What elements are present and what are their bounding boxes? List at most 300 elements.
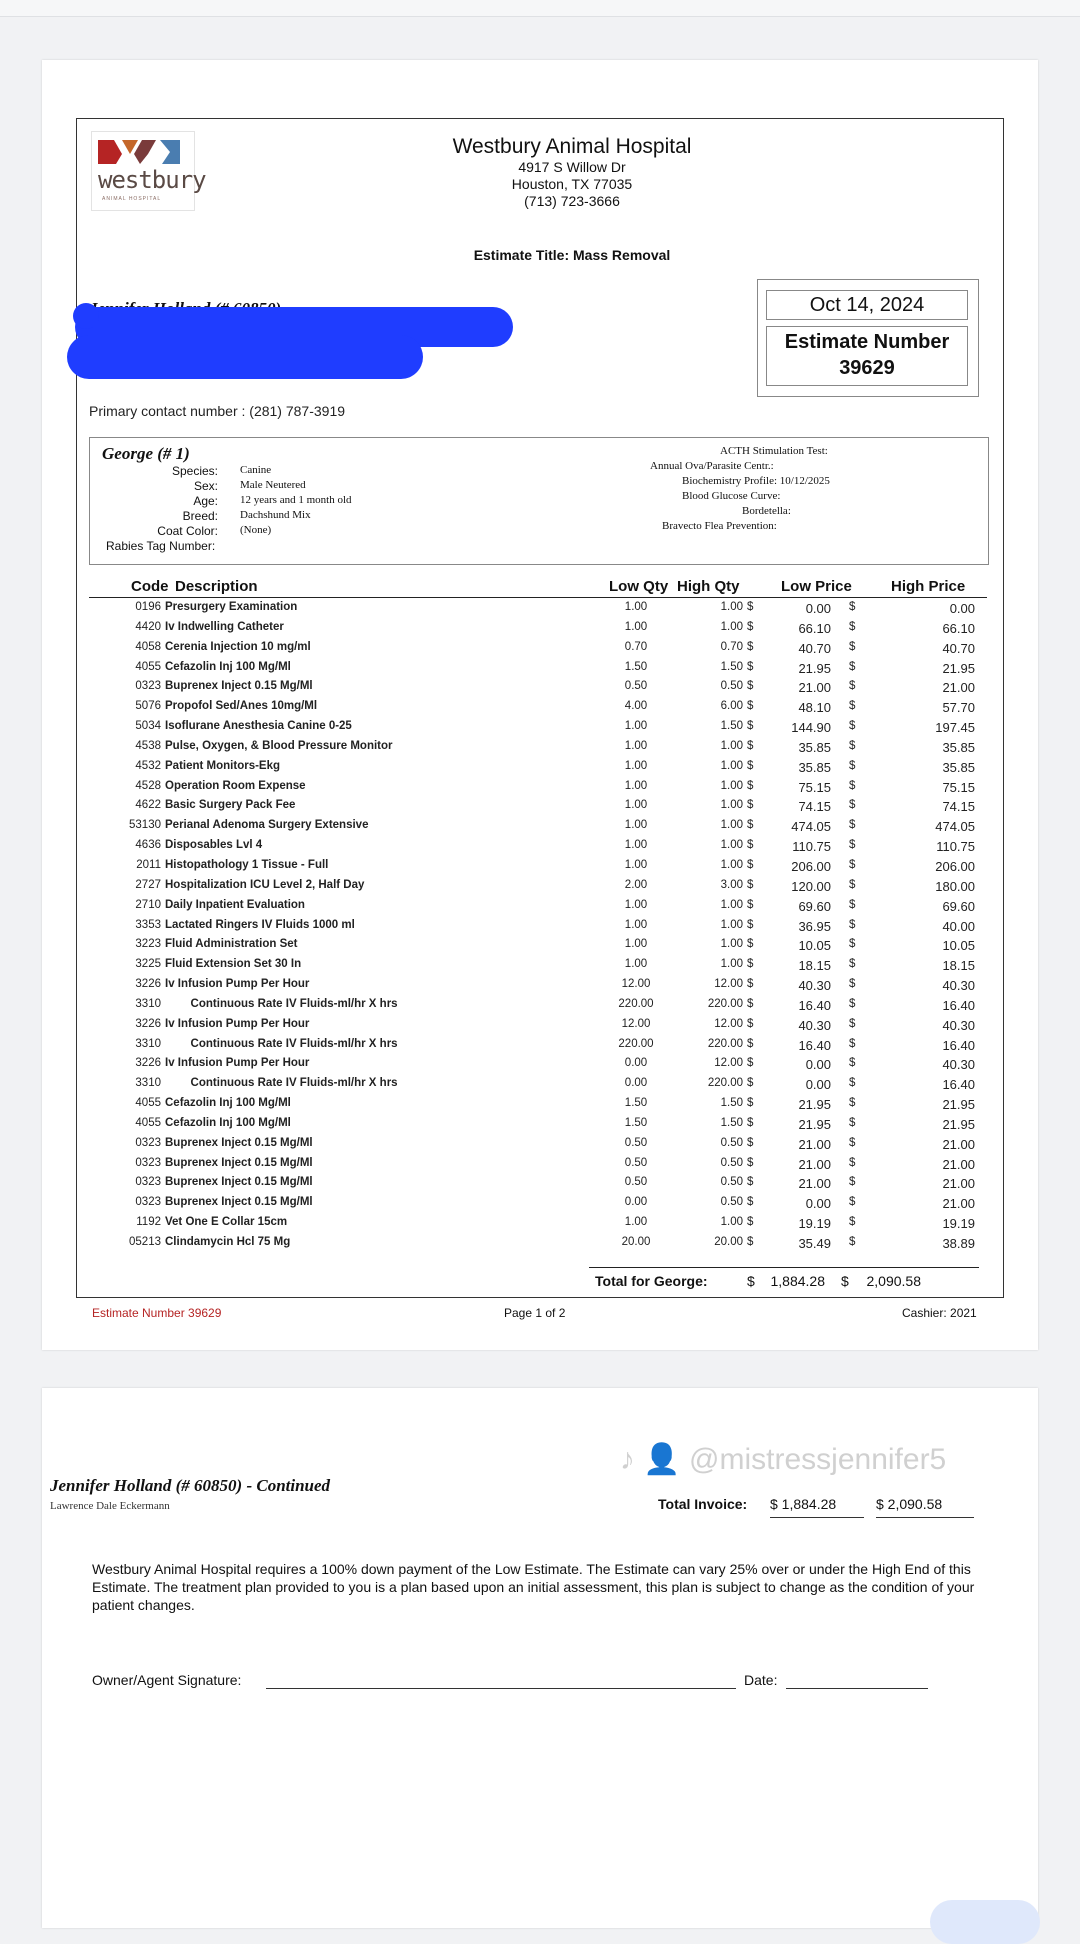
table-row [89, 1036, 987, 1056]
logo-text: westbury [98, 166, 206, 194]
table-row [89, 778, 987, 798]
cell-low-qty: 1.00 [624, 839, 648, 852]
cell-high-qty: 1.00 [720, 1216, 743, 1229]
cell-currency: $ [747, 978, 754, 991]
cell-low-qty: 0.00 [624, 1057, 648, 1070]
cell-description: Buprenex Inject 0.15 Mg/Ml [165, 1136, 313, 1149]
watermark-handle: @mistressjennifer5 [689, 1443, 947, 1476]
tiktok-watermark [620, 1442, 946, 1477]
cell-currency: $ [747, 1097, 754, 1110]
cell-high-price: 110.75 [936, 839, 975, 855]
cell-low-qty: 4.00 [624, 700, 648, 713]
cell-high-price: 21.00 [942, 1176, 975, 1192]
cell-high-qty: 0.70 [720, 640, 743, 653]
cell-high-price: 40.30 [942, 978, 975, 994]
col-high-qty: High Qty [677, 578, 740, 595]
cell-low-qty: 0.00 [624, 1077, 648, 1090]
estimate-page-1 [42, 60, 1038, 1350]
cell-currency: $ [747, 700, 754, 713]
cell-low-qty: 0.70 [624, 640, 648, 653]
cell-currency: $ [747, 898, 754, 911]
cell-high-price: 0.00 [949, 601, 975, 616]
cell-low-price: 144.90 [791, 720, 831, 736]
cell-code: 2710 [135, 898, 161, 911]
cell-description: Histopathology 1 Tissue - Full [165, 858, 329, 871]
cell-low-price: 18.15 [798, 958, 831, 974]
table-row [89, 1194, 987, 1214]
cell-currency: $ [849, 620, 856, 633]
table-row [89, 1135, 987, 1155]
estimate-number-label: Estimate Number [784, 331, 950, 353]
cell-high-price: 180.00 [935, 878, 975, 894]
cell-currency: $ [849, 779, 856, 792]
col-low-price: Low Price [781, 578, 852, 595]
cell-low-qty: 1.00 [624, 799, 648, 812]
cell-currency: $ [747, 739, 754, 752]
hospital-address-2: Houston, TX 77035 [511, 176, 633, 192]
cell-high-qty: 6.00 [720, 700, 743, 713]
cell-low-price: 0.00 [805, 1057, 831, 1073]
cell-low-qty: 0.50 [624, 1136, 648, 1149]
cell-description: Basic Surgery Pack Fee [165, 799, 296, 812]
cell-currency: $ [747, 1077, 754, 1090]
cell-high-qty: 12.00 [714, 1057, 743, 1070]
cell-low-qty: 1.00 [624, 620, 648, 633]
cell-low-price: 40.30 [798, 978, 831, 994]
cell-low-qty: 1.50 [624, 660, 648, 673]
cell-currency: $ [747, 799, 754, 812]
cell-low-qty: 2.00 [624, 878, 648, 891]
cell-high-price: 21.95 [942, 1116, 975, 1132]
cell-low-price: 0.00 [805, 1196, 831, 1212]
table-row [89, 897, 987, 917]
cell-low-price: 16.40 [798, 1037, 831, 1053]
cell-currency: $ [747, 1136, 754, 1149]
estimate-number-box [766, 326, 968, 386]
footer-page: Page 1 of 2 [504, 1306, 566, 1320]
cell-code: 4058 [135, 640, 161, 653]
cell-low-price: 0.00 [805, 1077, 831, 1093]
cell-high-qty: 0.50 [720, 1176, 743, 1189]
table-row [89, 1055, 987, 1075]
cell-low-qty: 0.50 [624, 1176, 648, 1189]
cell-currency: $ [849, 1136, 856, 1149]
line-items [89, 599, 987, 1254]
cell-currency: $ [849, 958, 856, 971]
cell-high-qty: 1.00 [720, 779, 743, 792]
signature-line[interactable] [266, 1688, 736, 1689]
cell-currency: $ [849, 1037, 856, 1050]
cell-description: Cerenia Injection 10 mg/ml [165, 640, 311, 653]
cell-description: Hospitalization ICU Level 2, Half Day [165, 878, 365, 891]
cell-high-qty: 1.50 [720, 720, 743, 733]
page2-client-name: Jennifer Holland (# 60850) - Continued [50, 1476, 331, 1495]
hospital-phone: (713) 723-3666 [524, 193, 620, 209]
cell-high-price: 40.70 [942, 640, 975, 656]
table-row [89, 837, 987, 857]
cell-currency: $ [849, 1017, 856, 1030]
cell-code: 2727 [135, 878, 161, 891]
cell-currency: $ [747, 938, 754, 951]
cell-low-price: 36.95 [798, 918, 831, 934]
cell-currency: $ [747, 680, 754, 693]
cell-code: 4420 [135, 620, 161, 633]
cell-code: 3225 [135, 958, 161, 971]
cell-currency: $ [849, 1057, 856, 1070]
cell-description: Disposables Lvl 4 [165, 839, 263, 852]
cell-description: Continuous Rate IV Fluids-ml/hr X hrs [165, 1077, 398, 1090]
cell-low-price: 21.95 [798, 660, 831, 676]
cell-low-qty: 0.50 [624, 1156, 648, 1169]
cell-high-price: 206.00 [935, 858, 975, 874]
cell-low-qty: 12.00 [621, 978, 651, 991]
footer-cashier: Cashier: 2021 [902, 1306, 977, 1320]
total-invoice-low: $ 1,884.28 [770, 1496, 837, 1512]
cell-currency: $ [747, 1196, 754, 1209]
cell-currency: $ [849, 799, 856, 812]
cell-code: 3310 [135, 997, 161, 1010]
col-high-price: High Price [891, 578, 966, 595]
estimate-number: 39629 [839, 357, 895, 379]
table-row [89, 718, 987, 738]
cell-low-qty: 220.00 [618, 1037, 654, 1050]
date-estimate-box [757, 279, 979, 397]
cell-high-qty: 0.50 [720, 680, 743, 693]
cell-high-qty: 1.00 [720, 918, 743, 931]
table-row [89, 857, 987, 877]
user-icon: 👤 [643, 1443, 681, 1476]
total-low: 1,884.28 [770, 1273, 825, 1289]
test-item: Annual Ova/Parasite Centr.: [650, 460, 774, 472]
cell-currency: $ [747, 839, 754, 852]
cell-low-price: 21.00 [798, 680, 831, 696]
cell-high-qty: 12.00 [714, 978, 743, 991]
estimate-frame [76, 118, 1004, 1298]
logo-mark-icon [98, 136, 188, 166]
cell-currency: $ [747, 1156, 754, 1169]
cell-high-qty: 1.00 [720, 938, 743, 951]
cell-currency: $ [747, 997, 754, 1010]
cell-currency: $ [747, 1176, 754, 1189]
table-header [89, 577, 987, 598]
cell-high-price: 35.85 [942, 759, 975, 775]
cell-description: Perianal Adenoma Surgery Extensive [165, 819, 369, 832]
primary-contact: Primary contact number : (281) 787-3919 [89, 403, 346, 419]
cell-description: Clindamycin Hcl 75 Mg [165, 1236, 291, 1248]
cell-low-price: 0.00 [805, 601, 831, 616]
table-row [89, 1075, 987, 1095]
cell-low-qty: 1.00 [624, 601, 648, 613]
cell-low-qty: 1.00 [624, 739, 648, 752]
total-high: 2,090.58 [866, 1273, 921, 1289]
redaction-blob [73, 303, 99, 329]
cell-code: 2011 [136, 858, 161, 871]
table-row [89, 619, 987, 639]
cell-low-qty: 1.00 [624, 958, 648, 971]
table-row [89, 738, 987, 758]
cell-description: Continuous Rate IV Fluids-ml/hr X hrs [165, 997, 398, 1010]
cell-currency: $ [747, 958, 754, 971]
cell-high-price: 21.00 [942, 1196, 975, 1212]
logo-subtext: ANIMAL HOSPITAL [102, 196, 162, 202]
cell-currency: $ [747, 779, 754, 792]
cell-code: 4055 [135, 660, 161, 673]
cell-description: Buprenex Inject 0.15 Mg/Ml [165, 680, 313, 693]
cell-high-qty: 3.00 [720, 878, 743, 891]
estimate-date: Oct 14, 2024 [766, 290, 968, 320]
cell-currency: $ [849, 1196, 856, 1209]
test-item: Bordetella: [742, 505, 791, 517]
redaction-blob [67, 335, 423, 379]
cell-currency: $ [747, 660, 754, 673]
cell-high-price: 21.95 [942, 660, 975, 676]
total-invoice-high: $ 2,090.58 [876, 1496, 943, 1512]
cell-description: Iv Indwelling Catheter [165, 620, 284, 633]
cell-high-qty: 1.00 [720, 839, 743, 852]
cell-currency: $ [849, 759, 856, 772]
cell-low-qty: 0.00 [624, 1196, 648, 1209]
cell-high-price: 57.70 [942, 700, 975, 716]
cell-low-qty: 1.00 [624, 938, 648, 951]
cell-code: 4538 [135, 739, 161, 752]
cell-low-qty: 1.00 [624, 720, 648, 733]
cell-low-price: 21.95 [798, 1116, 831, 1132]
hospital-header [407, 135, 737, 210]
cell-high-price: 69.60 [942, 898, 975, 914]
cell-high-qty: 1.00 [720, 819, 743, 832]
cell-code: 0323 [135, 1196, 161, 1209]
cell-low-price: 206.00 [791, 858, 831, 874]
cell-currency: $ [849, 739, 856, 752]
cell-currency: $ [849, 1156, 856, 1169]
cell-description: Patient Monitors-Ekg [165, 759, 281, 772]
cell-low-price: 35.85 [798, 739, 831, 755]
cell-code: 4532 [135, 759, 161, 772]
total-high-underline [876, 1517, 974, 1518]
cell-low-price: 19.19 [798, 1216, 831, 1232]
cell-high-qty: 20.00 [714, 1236, 743, 1248]
cell-description: Lactated Ringers IV Fluids 1000 ml [165, 918, 355, 931]
cell-low-price: 16.40 [798, 997, 831, 1013]
cell-code: 5076 [135, 700, 161, 713]
cell-description: Operation Room Expense [165, 779, 306, 792]
cell-currency: $ [747, 1116, 754, 1129]
cell-high-qty: 220.00 [707, 997, 743, 1010]
cell-high-price: 21.00 [942, 1156, 975, 1172]
cell-currency: $ [849, 1077, 856, 1090]
cell-currency: $ [747, 878, 754, 891]
total-low-underline [770, 1517, 864, 1518]
cell-code: 1192 [136, 1216, 161, 1229]
cell-code: 4622 [135, 799, 161, 812]
estimate-terms: Westbury Animal Hospital requires a 100% down payment of the Low Estimate. The Estimate can vary 25% over or under the High End of this Estimate. The treatment plan provided to you is a plan based upon an initial assessment, this plan is subject to change as the condition of your patient changes. [92, 1561, 975, 1613]
cell-low-qty: 1.00 [624, 819, 648, 832]
cell-high-price: 40.00 [942, 918, 975, 934]
cell-currency: $ [849, 978, 856, 991]
table-row [89, 678, 987, 698]
cell-currency: $ [849, 700, 856, 713]
cell-currency: $ [747, 1037, 754, 1050]
cell-code: 53130 [129, 819, 161, 832]
cell-description: Buprenex Inject 0.15 Mg/Ml [165, 1156, 313, 1169]
cell-high-price: 40.30 [942, 1017, 975, 1033]
col-code: Code [131, 578, 169, 595]
cell-description: Propofol Sed/Anes 10mg/Ml [165, 700, 318, 713]
cell-currency: $ [747, 759, 754, 772]
table-row [89, 956, 987, 976]
cell-currency: $ [849, 819, 856, 832]
cell-description: Iv Infusion Pump Per Hour [165, 978, 310, 991]
cell-currency: $ [849, 938, 856, 951]
cell-currency: $ [747, 1216, 754, 1229]
cell-high-qty: 1.00 [720, 958, 743, 971]
date-line[interactable] [786, 1688, 928, 1689]
cell-description: Continuous Rate IV Fluids-ml/hr X hrs [165, 1037, 398, 1050]
cell-code: 3353 [135, 918, 161, 931]
cell-high-price: 38.89 [942, 1236, 975, 1251]
cell-low-price: 75.15 [798, 779, 831, 795]
cell-high-qty: 1.00 [720, 799, 743, 812]
cell-high-qty: 1.50 [720, 1097, 743, 1110]
cell-code: 5034 [135, 720, 161, 733]
cell-description: Vet One E Collar 15cm [165, 1216, 288, 1229]
cell-low-price: 21.95 [798, 1097, 831, 1113]
cell-high-price: 66.10 [942, 620, 975, 636]
cell-low-qty: 1.00 [624, 898, 648, 911]
cell-code: 0323 [135, 1136, 161, 1149]
cell-code: 0323 [135, 1156, 161, 1169]
cell-code: 05213 [129, 1236, 161, 1248]
cell-code: 4055 [135, 1097, 161, 1110]
cell-code: 3226 [135, 1057, 161, 1070]
total-currency: $ [841, 1273, 849, 1289]
cell-currency: $ [747, 601, 754, 613]
patient-info-box: George (# 1) Species: Canine Sex: Male Neutered Age: 12 years and 1 month old Breed: Dachshund Mix Coat Color: (None) Rabies Tag Number: ACTH Stimulation Test: Annual Ova/Parasite Centr.: Biochemistry Profile: 10/12/2025 Blood Glucose Curve: Bordetella: Bravecto Flea Prevention: [89, 437, 989, 565]
footer-estimate-number: Estimate Number 39629 [92, 1306, 222, 1320]
cell-currency: $ [849, 601, 856, 613]
cell-currency: $ [747, 819, 754, 832]
cell-currency: $ [849, 858, 856, 871]
cell-high-price: 16.40 [942, 1037, 975, 1053]
cell-low-qty: 12.00 [621, 1017, 651, 1030]
cell-high-qty: 0.50 [720, 1196, 743, 1209]
tiktok-icon: ♪ [620, 1443, 635, 1476]
cell-low-price: 10.05 [798, 938, 831, 954]
cell-currency: $ [849, 1216, 856, 1229]
cell-low-price: 35.49 [798, 1236, 831, 1251]
cell-high-price: 21.00 [942, 680, 975, 696]
cell-currency: $ [747, 1236, 754, 1248]
table-row [89, 1115, 987, 1135]
cell-low-price: 21.00 [798, 1176, 831, 1192]
table-row [89, 1174, 987, 1194]
test-item: ACTH Stimulation Test: [720, 445, 828, 457]
cell-low-price: 48.10 [798, 700, 831, 716]
cell-low-qty: 1.00 [624, 858, 648, 871]
cell-currency: $ [747, 1017, 754, 1030]
cell-description: Buprenex Inject 0.15 Mg/Ml [165, 1196, 313, 1209]
page2-sub-name: Lawrence Dale Eckermann [50, 1500, 170, 1512]
cell-high-qty: 0.50 [720, 1156, 743, 1169]
cell-code: 4528 [135, 779, 161, 792]
cell-currency: $ [747, 720, 754, 733]
cell-high-qty: 1.00 [720, 759, 743, 772]
hospital-name: Westbury Animal Hospital [452, 135, 692, 158]
cell-code: 3223 [135, 938, 161, 951]
cell-high-qty: 1.00 [720, 739, 743, 752]
cell-high-price: 474.05 [935, 819, 975, 835]
cell-low-qty: 1.50 [624, 1097, 648, 1110]
cell-code: 0196 [135, 601, 161, 613]
cell-high-price: 16.40 [942, 997, 975, 1013]
cell-currency: $ [747, 620, 754, 633]
cell-high-price: 197.45 [935, 720, 975, 736]
table-row [89, 877, 987, 897]
cell-high-price: 40.30 [942, 1057, 975, 1073]
estimate-title: Estimate Title: Mass Removal [473, 247, 671, 263]
cell-low-qty: 20.00 [621, 1236, 651, 1248]
table-row [89, 996, 987, 1016]
table-row [89, 758, 987, 778]
hospital-logo [91, 131, 206, 211]
col-low-qty: Low Qty [609, 578, 669, 595]
cell-description: Cefazolin Inj 100 Mg/Ml [165, 660, 291, 673]
table-row [89, 639, 987, 659]
cell-low-qty: 1.00 [624, 918, 648, 931]
cell-high-qty: 12.00 [714, 1017, 743, 1030]
cell-currency: $ [849, 839, 856, 852]
total-currency: $ [747, 1273, 755, 1289]
table-row [89, 1234, 987, 1254]
cell-low-qty: 1.50 [624, 1116, 648, 1129]
cell-currency: $ [849, 918, 856, 931]
cell-high-qty: 1.00 [720, 858, 743, 871]
cell-code: 3226 [135, 1017, 161, 1030]
cell-high-price: 18.15 [942, 958, 975, 974]
cell-high-price: 35.85 [942, 739, 975, 755]
floating-action-button[interactable] [930, 1900, 1040, 1944]
cell-currency: $ [849, 1116, 856, 1129]
cell-description: Fluid Administration Set [165, 938, 298, 951]
cell-currency: $ [849, 878, 856, 891]
cell-code: 0323 [135, 680, 161, 693]
cell-low-price: 69.60 [798, 898, 831, 914]
hospital-address-1: 4917 S Willow Dr [518, 159, 626, 175]
cell-description: Cefazolin Inj 100 Mg/Ml [165, 1097, 291, 1110]
cell-currency: $ [849, 660, 856, 673]
test-item: Bravecto Flea Prevention: [662, 520, 777, 532]
total-invoice-label: Total Invoice: [658, 1496, 748, 1512]
test-item: Biochemistry Profile: 10/12/2025 [682, 475, 830, 487]
patient-field: Rabies Tag Number: [106, 539, 216, 553]
cell-description: Iv Infusion Pump Per Hour [165, 1017, 310, 1030]
cell-low-price: 66.10 [798, 620, 831, 636]
col-description: Description [175, 578, 258, 595]
viewer-top-bar [0, 0, 1080, 17]
cell-description: Pulse, Oxygen, & Blood Pressure Monitor [165, 739, 393, 752]
cell-description: Cefazolin Inj 100 Mg/Ml [165, 1116, 291, 1129]
cell-description: Fluid Extension Set 30 In [165, 958, 302, 971]
table-row [89, 1214, 987, 1234]
total-rule [589, 1267, 979, 1268]
cell-code: 3310 [135, 1077, 161, 1090]
cell-high-price: 74.15 [942, 799, 975, 815]
cell-low-price: 40.30 [798, 1017, 831, 1033]
cell-low-qty: 1.00 [624, 759, 648, 772]
table-row [89, 698, 987, 718]
cell-high-qty: 0.50 [720, 1136, 743, 1149]
cell-high-qty: 1.50 [720, 660, 743, 673]
